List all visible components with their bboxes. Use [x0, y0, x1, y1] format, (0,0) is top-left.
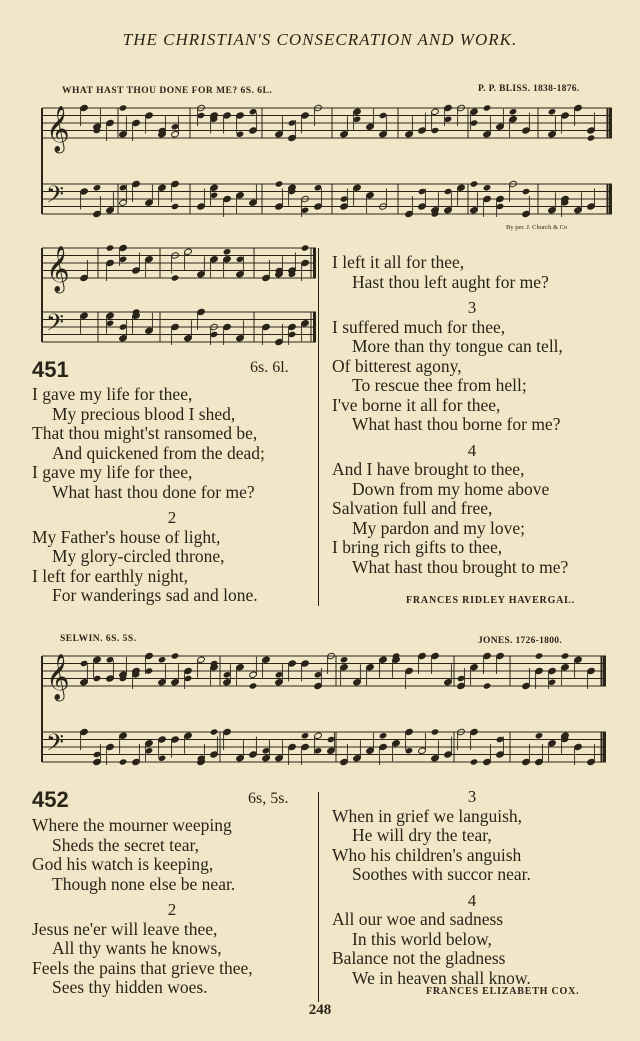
lyric-line: Hast thou left aught for me? [352, 271, 549, 292]
svg-text:𝄞: 𝄞 [46, 654, 70, 700]
lyric-line: And quickened from the dead; [52, 442, 265, 463]
lyric-line: My precious blood I shed, [52, 403, 236, 424]
lyric-line: Salvation full and free, [332, 498, 493, 518]
music-score-451-bottom [40, 236, 316, 348]
lyric-line: Down from my home above [352, 478, 550, 499]
author-451: FRANCES RIDLEY HAVERGAL. [406, 595, 575, 606]
hymn-number-451: 451 [32, 357, 69, 382]
lyric-line: I left for earthly night, [32, 565, 188, 586]
author-452: FRANCES ELIZABETH COX. [426, 986, 580, 997]
lyric-line: More than thy tongue can tell, [352, 336, 563, 356]
lyric-line: We in heaven shall know. [352, 967, 531, 988]
lyric-line: Jesus ne'er will leave thee, [32, 918, 218, 939]
page-number: 248 [308, 1002, 332, 1018]
stanza-number: 3 [467, 787, 477, 806]
lyric-line: He will dry the tear, [352, 825, 492, 845]
lyric-line: My Father's house of light, [32, 526, 221, 547]
lyric-line: I gave my life for thee, [32, 384, 193, 404]
composer-452: JONES. 1726-1800. [478, 636, 563, 646]
lyric-line: To rescue thee from hell; [352, 375, 527, 395]
column-divider [318, 248, 319, 606]
meter-451: 6s. 6l. [250, 359, 289, 376]
svg-text:𝄢: 𝄢 [46, 728, 65, 762]
lyric-line: Though none else be near. [52, 873, 236, 894]
lyric-line: What hast thou borne for me? [352, 414, 561, 434]
lyric-line: Sheds the secret tear, [52, 834, 200, 855]
lyric-line: All thy wants he knows, [52, 938, 222, 958]
lyric-line: I bring rich gifts to thee, [332, 537, 503, 557]
svg-text:𝄢: 𝄢 [46, 308, 65, 342]
publisher-credit: By per. J. Church & Co [506, 224, 568, 231]
column-divider [318, 792, 319, 1002]
lyric-line: What hast thou brought to me? [352, 556, 569, 577]
tune-name-452: SELWIN. 6S. 5S. [60, 634, 137, 644]
lyric-line: I left it all for thee, [332, 252, 465, 272]
lyric-line: And I have brought to thee, [332, 459, 525, 479]
hymn-451-left-column [32, 385, 312, 606]
stanza-number: 4 [467, 890, 477, 910]
lyric-line: Where the mourner weeping [32, 815, 232, 835]
lyric-line: Sees thy hidden woes. [52, 977, 208, 997]
hymn-452-right-column [332, 787, 612, 988]
stanza-number: 4 [467, 440, 477, 460]
lyric-line: God his watch is keeping, [32, 854, 214, 874]
lyric-line: My pardon and my love; [352, 517, 526, 538]
tune-name-451: WHAT HAST THOU DONE FOR ME? 6S. 6L. [62, 86, 273, 96]
page-title: THE CHRISTIAN'S CONSECRATION AND WORK. [122, 30, 518, 49]
lyric-line: Feels the pains that grieve thee, [32, 957, 253, 978]
stanza-number: 3 [467, 298, 477, 317]
svg-text:𝄞: 𝄞 [46, 246, 70, 292]
hymn-number-452: 452 [32, 787, 69, 812]
lyric-line: Soothes with succor near. [352, 864, 531, 884]
lyric-line: Of bitterest agony, [332, 355, 462, 376]
lyric-line: For wanderings sad and lone. [52, 585, 258, 605]
lyric-line: What hast thou done for me? [52, 481, 255, 502]
svg-text:𝄞: 𝄞 [46, 106, 70, 152]
lyric-line: My glory-circled throne, [52, 546, 225, 566]
composer-451: P. P. BLISS. 1838-1876. [478, 84, 580, 94]
lyric-line: I gave my life for thee, [32, 462, 193, 482]
lyric-line: I suffered much for thee, [332, 316, 506, 337]
lyric-line: I've borne it all for thee, [332, 394, 501, 415]
hymn-451-right-column [332, 253, 612, 577]
music-score-451-top [40, 96, 612, 232]
lyric-line: That thou might'st ransomed be, [32, 423, 258, 443]
svg-text:𝄢: 𝄢 [46, 180, 65, 214]
stanza-number: 2 [167, 900, 177, 919]
hymn-452-left-column [32, 816, 312, 998]
lyric-line: When in grief we languish, [332, 805, 523, 826]
stanza-number: 2 [167, 508, 177, 527]
music-score-452 [40, 644, 606, 780]
lyric-line: Who his children's anguish [332, 844, 522, 865]
lyric-line: In this world below, [352, 928, 492, 949]
lyric-line: Balance not the gladness [332, 948, 506, 968]
lyric-line: All our woe and sadness [332, 909, 504, 929]
meter-452: 6s, 5s. [248, 790, 289, 807]
